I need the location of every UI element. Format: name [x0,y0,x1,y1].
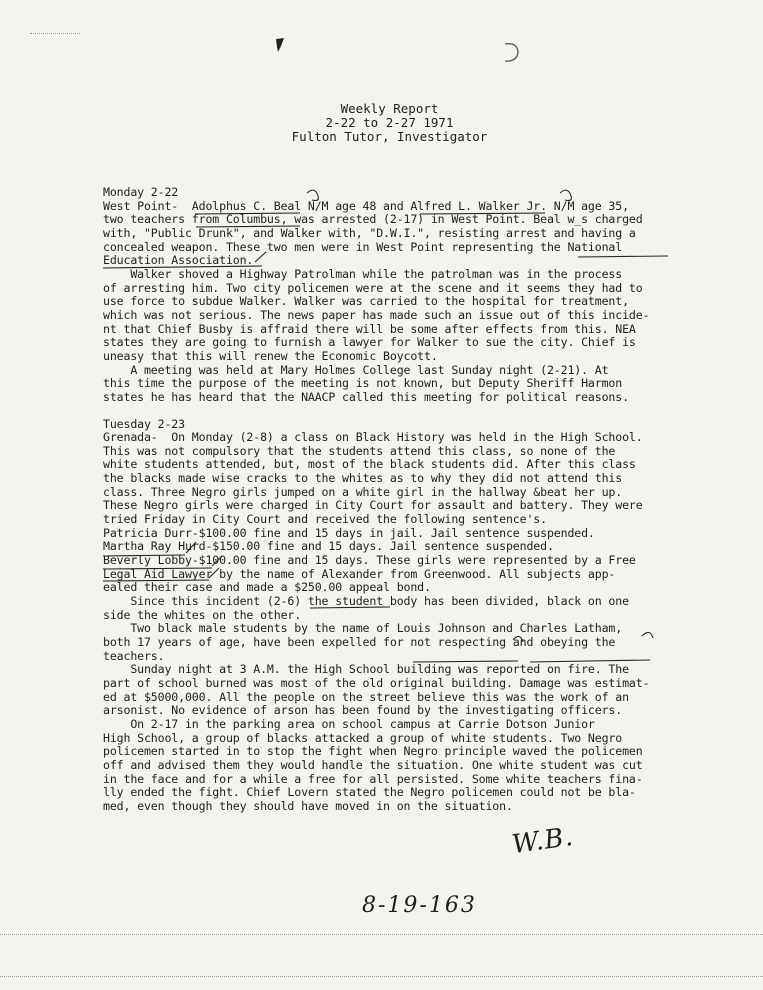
body-line: lly ended the fight. Chief Lovern stated the Negro policemen could not be bla- [103,785,636,800]
signature-initials: W.B. [510,821,576,861]
body-line: this time the purpose of the meeting is not known, but Deputy Sheriff Harmon [103,376,623,391]
body-line: the blacks made wise cracks to the whites as to why they did not attend this [103,471,623,486]
body-line: Tuesday 2-23 [103,416,185,431]
body-line: Walker shoved a Highway Patrolman while the patrolman was in the process [103,266,623,281]
body-line: West Point- Adolphus C. Beal N/M age 48 and Alfred L. Walker Jr. N/M age 35, [103,198,629,213]
body-line: High School, a group of blacks attacked a group of white students. Two Negro [103,730,623,745]
body-line: uneasy that this will renew the Economic Boycott. [103,348,438,363]
body-line: tried Friday in City Court and received the following sentence's. [103,512,547,527]
body-line: A meeting was held at Mary Holmes College last Sunday night (2-21). At [103,362,609,377]
body-line: states he has heard that the NAACP called this meeting for political reasons. [103,389,629,404]
report-author: Fulton Tutor, Investigator [291,129,488,144]
body-line: with, "Public Drunk", and Walker with, "D.W.I.", resisting arrest and having a [103,225,636,240]
body-line: two teachers from Columbus, was arrested (2-17) in West Point. Beal w_s charged [103,212,643,227]
body-line: of arresting him. Two city policemen were at the scene and it seems they had to [103,280,643,295]
body-line: nt that Chief Busby is affraid there will be some after effects from this. NEA [103,321,636,336]
body-line: Two black male students by the name of Louis Johnson and Charles Latham, [103,621,623,636]
body-line: use force to subdue Walker. Walker was carried to the hospital for treatment, [103,294,629,309]
body-line: arsonist. No evidence of arson has been found by the investigating officers. [103,703,623,718]
body-line: states they are going to furnish a lawyer for Walker to sue the city. Chief is [103,335,636,350]
body-line: Grenada- On Monday (2-8) a class on Black History was held in the High School. [103,430,643,445]
body-line: off and advised them they would handle the situation. One white student was cut [103,757,643,772]
body-line: Patricia Durr-$100.00 fine and 15 days in jail. Jail sentence suspended. [103,525,595,540]
body-line: class. Three Negro girls jumped on a white girl in the hallway &beat her up. [103,484,623,499]
scan-artifact-bottom [0,934,763,935]
body-line: which was not serious. The news paper has made such an issue out of this incide- [103,307,650,322]
body-line: This was not compulsory that the students attend this class, so none of the [103,443,616,458]
body-line: part of school burned was most of the old original building. Damage was estimat- [103,675,650,690]
body-line: both 17 years of age, have been expelled for not respecting and obeying the [103,635,616,649]
body-line: These Negro girls were charged in City Court for assault and battery. They were [103,498,643,513]
body-line: Education Association. [103,253,254,268]
body-line: Beverly Lobby-$100.00 fine and 15 days. These girls were represented by a Free [103,553,636,568]
body-line: policemen started in to stop the fight when Negro principle waved the policemen [103,744,643,759]
report-title: Weekly Report [340,101,439,116]
body-line: side the whites on the other. [103,607,302,622]
body-line: Martha Ray Hurd-$150.00 fine and 15 days. Jail sentence suspended. [103,539,554,554]
body-line: On 2-17 in the parking area on school campus at Carrie Dotson Junior [103,716,595,731]
body-line: teachers. [103,648,165,663]
document-number: 8-19-163 [362,893,477,918]
body-line: ealed their case and made a $250.00 appeal bond. [103,580,431,595]
body-line: med, even though they should have moved in on the situation. [103,798,513,813]
body-line: white students attended, but, most of the black students did. After this class [103,457,636,472]
body-line: ed at $5000,000. All the people on the street believe this was the work of an [103,689,629,704]
body-line: in the face and for a while a free for all persisted. Some white teachers fina- [103,771,643,786]
body-line: concealed weapon. These two men were in West Point representing the National [103,239,623,254]
body-line: Legal Aid Lawyer by the name of Alexander from Greenwood. All subjects app- [103,566,616,581]
body-line: Sunday night at 3 A.M. the High School building was reported on fire. The [103,662,629,677]
scan-artifact-bottom-2 [0,976,763,977]
body-line: Since this incident (2-6) the student body has been divided, black on one [103,594,629,609]
body-line: Monday 2-22 [103,185,179,199]
report-date-range: 2-22 to 2-27 1971 [325,115,454,130]
